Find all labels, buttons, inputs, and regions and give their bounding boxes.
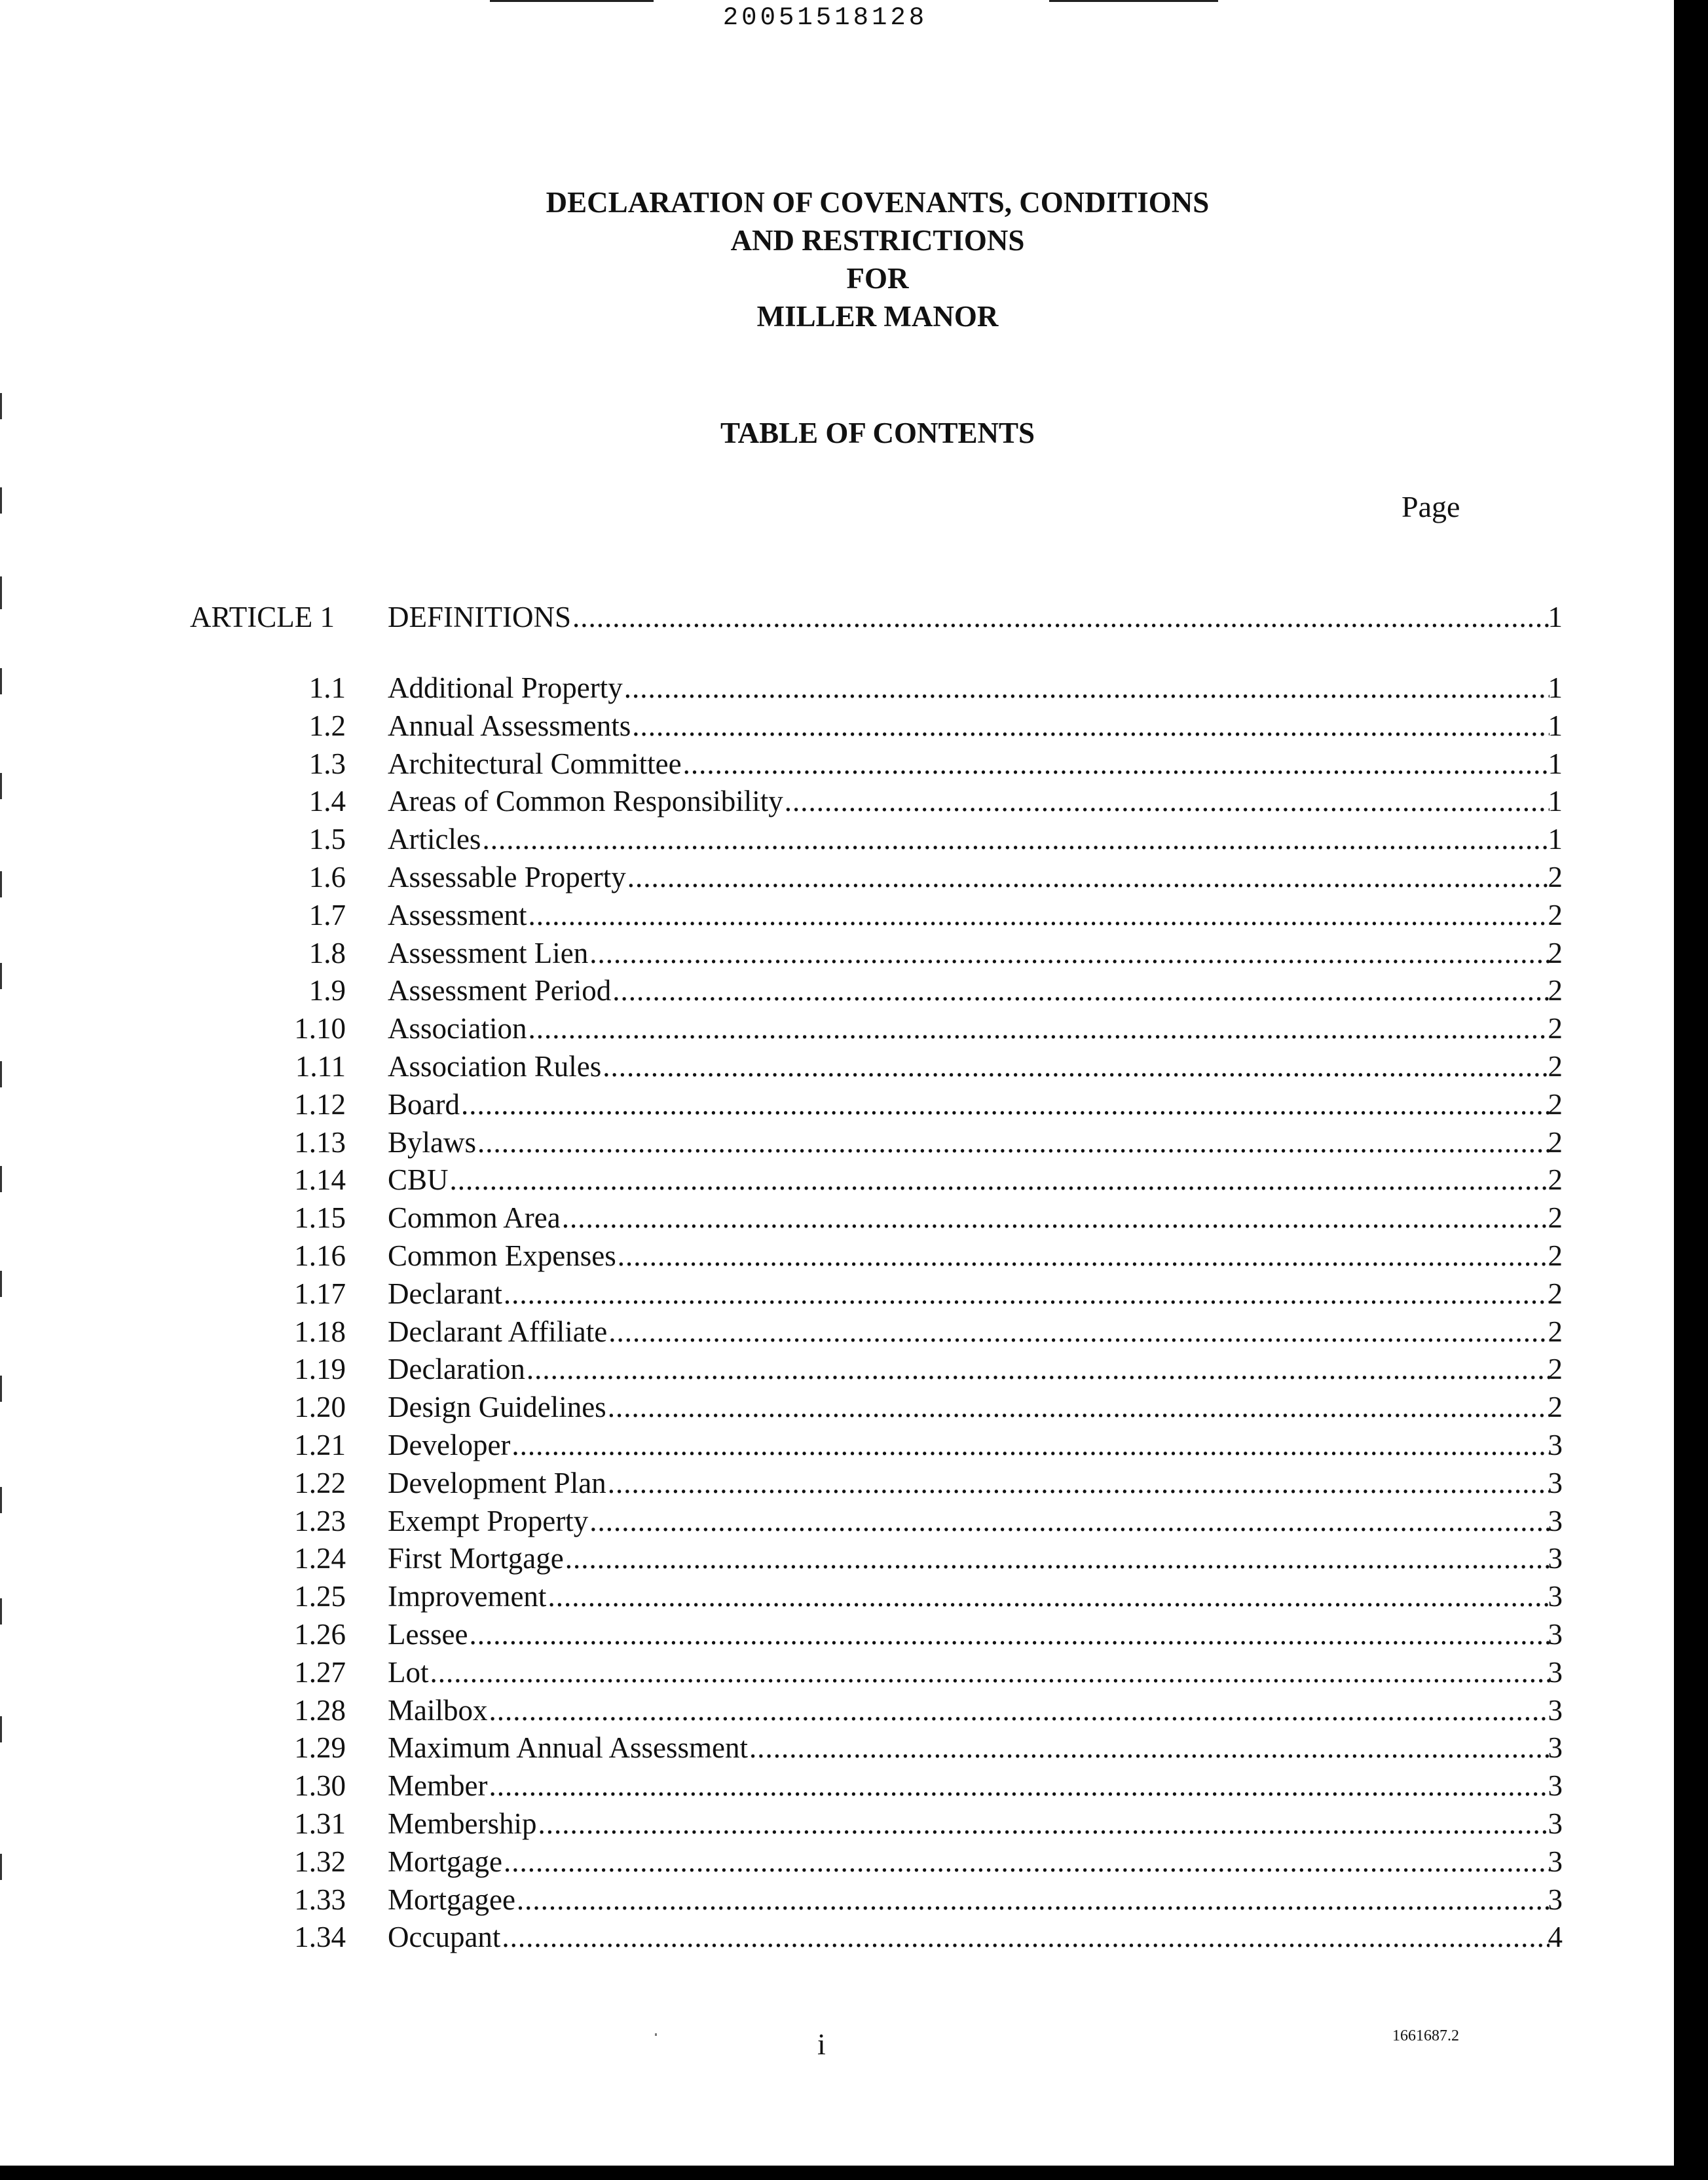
footer-document-id: 1661687.2 (1392, 2027, 1459, 2044)
toc-entry-page: 1 (1548, 747, 1563, 780)
toc-entry-row[interactable] (0, 1805, 1572, 1843)
toc-entry-page: 2 (1548, 1087, 1563, 1121)
toc-entry-leader (388, 1843, 1550, 1881)
toc-entry-title: Member (388, 1767, 489, 1805)
toc-entry-page: 3 (1548, 1504, 1563, 1537)
toc-entry-title: Association (388, 1009, 528, 1047)
toc-entry-number: 1.10 (294, 1012, 346, 1045)
title-line: DECLARATION OF COVENANTS, CONDITIONS (546, 186, 1210, 219)
dot-leader (489, 1767, 1550, 1805)
toc-entry-leader (388, 1009, 1550, 1047)
dot-leader (562, 1199, 1550, 1237)
scan-speck (655, 2033, 657, 2036)
toc-entry-number: 1.3 (308, 747, 346, 780)
toc-entry-number: 1.33 (294, 1883, 346, 1916)
title-line: FOR (846, 262, 909, 295)
toc-entry-leader (388, 1918, 1550, 1956)
toc-entry-page: 3 (1548, 1429, 1563, 1461)
toc-article-leader (388, 598, 1550, 636)
toc-entry-page: 4 (1548, 1921, 1563, 1954)
toc-entry-page: 3 (1548, 1580, 1563, 1613)
toc-entry-page: 2 (1548, 936, 1563, 969)
toc-entry-page: 3 (1548, 1731, 1563, 1765)
toc-entry-title: Mortgage (388, 1843, 504, 1881)
dot-leader (527, 1350, 1550, 1388)
toc-entry-title: Lot (388, 1653, 430, 1691)
toc-entry-title: Lessee (388, 1615, 469, 1653)
toc-entry-page: 1 (1548, 671, 1563, 704)
toc-entry-row[interactable] (0, 1539, 1572, 1577)
margin-tick (0, 487, 2, 514)
toc-entry-title: Occupant (388, 1918, 502, 1956)
toc-entry-number: 1.13 (294, 1125, 346, 1159)
dot-leader (627, 858, 1550, 896)
toc-entry-number: 1.8 (308, 936, 346, 969)
toc-entry-row[interactable] (0, 896, 1572, 934)
toc-entry-leader (388, 1350, 1550, 1388)
dot-leader (589, 1502, 1550, 1540)
toc-entry-title: Additional Property (388, 669, 624, 707)
toc-entry-leader (388, 1805, 1550, 1843)
toc-entry-leader (388, 1691, 1550, 1729)
toc-entry-title: Assessable Property (388, 858, 627, 896)
dot-leader (565, 1539, 1550, 1577)
toc-entry-leader (388, 707, 1550, 745)
dot-leader (548, 1577, 1550, 1615)
page-column-label: Page (1402, 490, 1460, 523)
toc-entry-page: 2 (1548, 1239, 1563, 1272)
dot-leader (511, 1426, 1550, 1464)
toc-entry-page: 2 (1548, 974, 1563, 1007)
toc-entry-row[interactable] (0, 1047, 1572, 1085)
toc-entry-title: Membership (388, 1805, 538, 1843)
toc-entry-page: 1 (1548, 823, 1563, 856)
title-line: AND RESTRICTIONS (730, 224, 1025, 257)
recording-number: 20051518128 (722, 3, 928, 32)
toc-entry-page: 3 (1548, 1769, 1563, 1803)
dot-leader (749, 1729, 1550, 1767)
toc-entry-leader (388, 1577, 1550, 1615)
toc-entry-number: 1.23 (294, 1504, 346, 1537)
toc-entry-row[interactable] (0, 1350, 1572, 1388)
toc-entry-row[interactable] (0, 1199, 1572, 1237)
toc-entry-page: 2 (1548, 1391, 1563, 1424)
toc-entry-title: Declaration (388, 1350, 527, 1388)
toc-entry-title: Mailbox (388, 1691, 489, 1729)
toc-entry-row[interactable] (0, 669, 1572, 707)
dot-leader (517, 1881, 1550, 1919)
toc-entry-number: 1.32 (294, 1845, 346, 1878)
toc-entry-row[interactable] (0, 745, 1572, 783)
toc-entry-number: 1.31 (294, 1807, 346, 1840)
toc-entry-row[interactable] (0, 1502, 1572, 1540)
toc-entry-row[interactable] (0, 820, 1572, 858)
toc-entry-number: 1.30 (294, 1769, 346, 1803)
dot-leader (589, 934, 1550, 972)
toc-entry-page: 1 (1548, 709, 1563, 742)
toc-entry-leader (388, 896, 1550, 934)
toc-entry-page: 2 (1548, 898, 1563, 931)
toc-entry-title: Declarant (388, 1275, 504, 1313)
dot-leader (608, 1388, 1550, 1426)
toc-entry-title: CBU (388, 1161, 450, 1199)
toc-entry-number: 1.5 (308, 823, 346, 856)
toc-entry-title: Architectural Committee (388, 745, 683, 783)
toc-entry-number: 1.21 (294, 1429, 346, 1461)
toc-entry-page: 3 (1548, 1655, 1563, 1689)
toc-entry-row[interactable] (0, 1313, 1572, 1351)
toc-entry-row[interactable] (0, 1615, 1572, 1653)
dot-leader (632, 707, 1550, 745)
toc-entry-page: 3 (1548, 1618, 1563, 1651)
toc-entry-page: 2 (1548, 1050, 1563, 1083)
dot-leader (504, 1275, 1550, 1313)
toc-entry-page: 3 (1548, 1807, 1563, 1840)
toc-entry-page: 2 (1548, 1353, 1563, 1386)
toc-entry-number: 1.29 (294, 1731, 346, 1765)
toc-entry-number: 1.17 (294, 1277, 346, 1310)
toc-entry-number: 1.27 (294, 1655, 346, 1689)
toc-entry-number: 1.20 (294, 1391, 346, 1424)
toc-entry-page: 2 (1548, 861, 1563, 893)
toc-entry-page: 3 (1548, 1845, 1563, 1878)
toc-entry-leader (388, 1729, 1550, 1767)
toc-entry-title: Maximum Annual Assessment (388, 1729, 749, 1767)
dot-leader (608, 1464, 1550, 1502)
dot-leader (461, 1085, 1550, 1123)
toc-entry-title: Exempt Property (388, 1502, 589, 1540)
toc-entry-row[interactable] (0, 1275, 1572, 1313)
toc-entry-leader (388, 971, 1550, 1009)
toc-entry-leader (388, 1237, 1550, 1275)
toc-entry-leader (388, 1085, 1550, 1123)
toc-entry-title: Improvement (388, 1577, 548, 1615)
toc-entry-title: Assessment Period (388, 971, 612, 1009)
title-line: MILLER MANOR (756, 300, 999, 333)
toc-entry-page: 3 (1548, 1466, 1563, 1499)
dot-leader (482, 820, 1550, 858)
toc-entry-title: Annual Assessments (388, 707, 632, 745)
toc-entry-row[interactable] (0, 707, 1572, 745)
toc-entry-row[interactable] (0, 1426, 1572, 1464)
toc-entry-number: 1.12 (294, 1087, 346, 1121)
toc-entry-leader (388, 858, 1550, 896)
toc-entry-row[interactable] (0, 1237, 1572, 1275)
toc-entry-page: 2 (1548, 1012, 1563, 1045)
toc-entry-number: 1.15 (294, 1201, 346, 1235)
dot-leader (489, 1691, 1550, 1729)
toc-entry-number: 1.18 (294, 1315, 346, 1348)
toc-entry-row[interactable] (0, 858, 1572, 896)
dot-leader (785, 782, 1550, 820)
toc-entry-title: Articles (388, 820, 482, 858)
toc-entry-number: 1.24 (294, 1542, 346, 1575)
toc-entry-title: Assessment (388, 896, 529, 934)
toc-entry-title: Common Expenses (388, 1237, 618, 1275)
toc-entry-row[interactable] (0, 934, 1572, 972)
toc-entry-number: 1.7 (308, 898, 346, 931)
toc-entry-row[interactable] (0, 782, 1572, 820)
toc-entry-row[interactable] (0, 971, 1572, 1009)
toc-entry-number: 1.28 (294, 1693, 346, 1727)
dot-leader (618, 1237, 1550, 1275)
toc-entry-number: 1.4 (308, 785, 346, 818)
toc-article-number: ARTICLE 1 (190, 601, 335, 633)
toc-entry-page: 2 (1548, 1125, 1563, 1159)
toc-article-row[interactable] (0, 598, 1572, 636)
toc-entry-leader (388, 1653, 1550, 1691)
footer-page-number: i (817, 2027, 826, 2061)
dot-leader (469, 1615, 1550, 1653)
toc-entry-leader (388, 1275, 1550, 1313)
toc-entry-page: 2 (1548, 1163, 1563, 1197)
toc-entry-page: 3 (1548, 1542, 1563, 1575)
toc-entry-row[interactable] (0, 1881, 1572, 1919)
toc-entry-row[interactable] (0, 1918, 1572, 1956)
toc-entry-title: Bylaws (388, 1123, 477, 1161)
toc-entry-number: 1.11 (295, 1050, 346, 1083)
toc-entry-leader (388, 1502, 1550, 1540)
toc-entry-page: 2 (1548, 1315, 1563, 1348)
toc-entry-leader (388, 745, 1550, 783)
toc-entry-page: 2 (1548, 1277, 1563, 1310)
toc-entry-leader (388, 669, 1550, 707)
toc-entry-leader (388, 1767, 1550, 1805)
toc-entry-number: 1.1 (308, 671, 346, 704)
toc-entry-leader (388, 1464, 1550, 1502)
dot-leader (608, 1313, 1550, 1351)
toc-entry-leader (388, 1313, 1550, 1351)
dot-leader (430, 1653, 1550, 1691)
dot-leader (624, 669, 1550, 707)
toc-entry-title: Association Rules (388, 1047, 603, 1085)
toc-entry-leader (388, 1615, 1550, 1653)
toc-article-page: 1 (1548, 601, 1563, 633)
toc-entry-title: Areas of Common Responsibility (388, 782, 785, 820)
toc-entry-row[interactable] (0, 1388, 1572, 1426)
toc-entry-row[interactable] (0, 1085, 1572, 1123)
toc-entry-row[interactable] (0, 1123, 1572, 1161)
toc-entry-row[interactable] (0, 1843, 1572, 1881)
toc-entry-number: 1.22 (294, 1466, 346, 1499)
toc-entry-row[interactable] (0, 1464, 1572, 1502)
toc-entry-leader (388, 1123, 1550, 1161)
dot-leader (477, 1123, 1550, 1161)
toc-entry-leader (388, 1426, 1550, 1464)
toc-entry-number: 1.19 (294, 1353, 346, 1386)
toc-entry-number: 1.34 (294, 1921, 346, 1954)
dot-leader (502, 1918, 1550, 1956)
toc-entry-leader (388, 1881, 1550, 1919)
toc-entry-number: 1.2 (308, 709, 346, 742)
dot-leader (528, 1009, 1550, 1047)
toc-entry-row[interactable] (0, 1691, 1572, 1729)
toc-entry-title: Developer (388, 1426, 511, 1464)
toc-entry-row[interactable] (0, 1009, 1572, 1047)
toc-entry-row[interactable] (0, 1577, 1572, 1615)
toc-entry-title: Board (388, 1085, 461, 1123)
toc-entry-title: Design Guidelines (388, 1388, 608, 1426)
dot-leader (529, 896, 1550, 934)
document-title (0, 183, 1708, 335)
dot-leader (450, 1161, 1550, 1199)
toc-entry-number: 1.26 (294, 1618, 346, 1651)
dot-leader (683, 745, 1550, 783)
toc-entry-row[interactable] (0, 1653, 1572, 1691)
toc-entry-title: Assessment Lien (388, 934, 589, 972)
toc-entry-number: 1.14 (294, 1163, 346, 1197)
toc-entry-leader (388, 782, 1550, 820)
toc-entry-leader (388, 1161, 1550, 1199)
dot-leader (538, 1805, 1550, 1843)
toc-entry-row[interactable] (0, 1161, 1572, 1199)
dot-leader (603, 1047, 1550, 1085)
toc-entry-title: Mortgagee (388, 1881, 517, 1919)
toc-entry-leader (388, 1388, 1550, 1426)
toc-entry-page: 1 (1548, 785, 1563, 818)
toc-entry-number: 1.16 (294, 1239, 346, 1272)
toc-entry-leader (388, 1047, 1550, 1085)
toc-entry-leader (388, 1199, 1550, 1237)
toc-entry-leader (388, 820, 1550, 858)
toc-entry-leader (388, 934, 1550, 972)
toc-entry-title: Development Plan (388, 1464, 608, 1502)
toc-entry-title: Declarant Affiliate (388, 1313, 608, 1351)
toc-entry-page: 3 (1548, 1693, 1563, 1727)
scan-border-bottom (0, 2166, 1708, 2180)
toc-entry-page: 2 (1548, 1201, 1563, 1235)
toc-article-title: DEFINITIONS (388, 598, 572, 636)
toc-entry-number: 1.9 (308, 974, 346, 1007)
toc-entry-title: Common Area (388, 1199, 562, 1237)
toc-entry-number: 1.6 (308, 861, 346, 893)
toc-entry-title: First Mortgage (388, 1539, 565, 1577)
dot-leader (572, 598, 1550, 636)
dot-leader (504, 1843, 1550, 1881)
toc-heading: TABLE OF CONTENTS (720, 417, 1035, 449)
dot-leader (612, 971, 1550, 1009)
toc-entry-row[interactable] (0, 1729, 1572, 1767)
toc-entry-leader (388, 1539, 1550, 1577)
toc-entry-row[interactable] (0, 1767, 1572, 1805)
toc-entry-page: 3 (1548, 1883, 1563, 1916)
toc-entry-number: 1.25 (294, 1580, 346, 1613)
